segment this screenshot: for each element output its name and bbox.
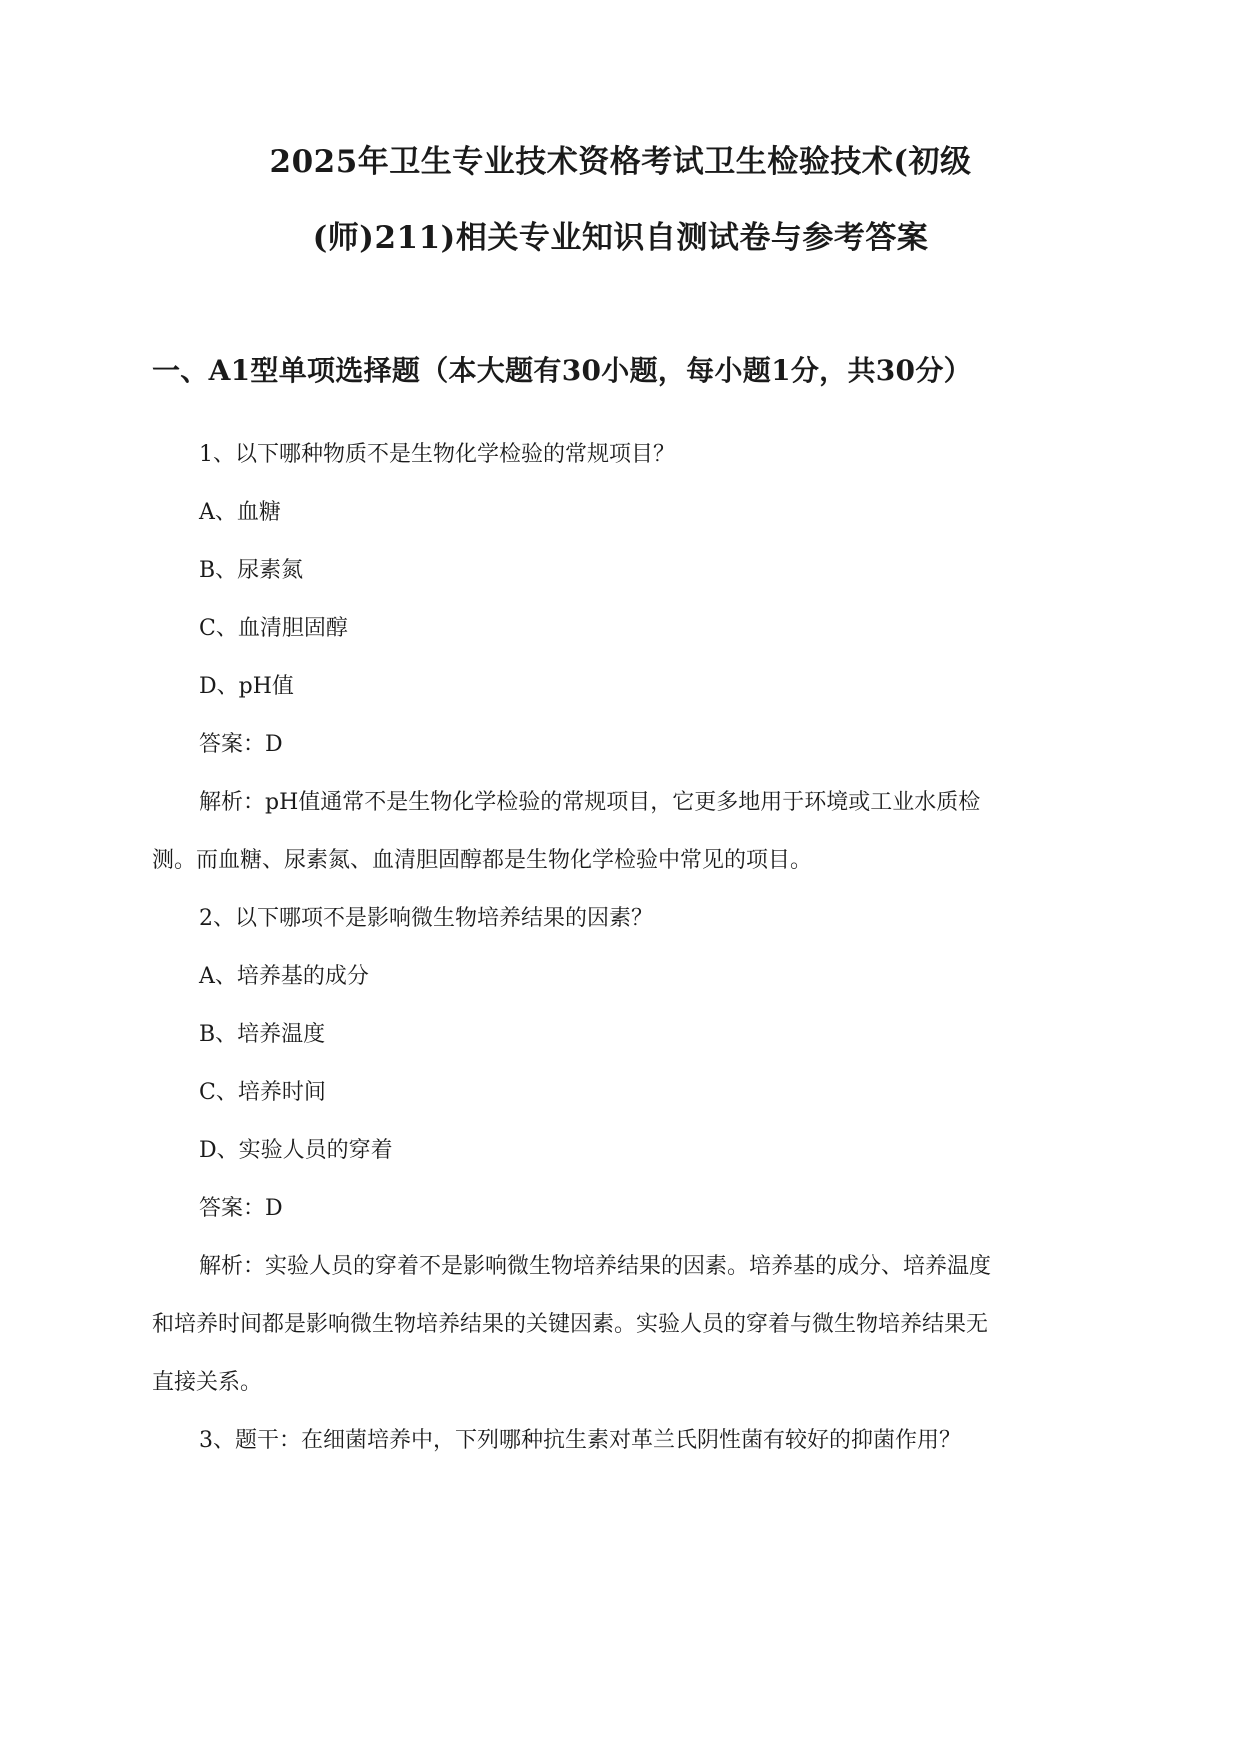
question-2-option-a: A、培养基的成分 <box>199 964 369 989</box>
question-2-answer: 答案：D <box>199 1196 283 1221</box>
question-2-option-d: D、实验人员的穿着 <box>199 1138 393 1163</box>
question-1-stem: 1、以下哪种物质不是生物化学检验的常规项目？ <box>199 442 675 467</box>
document-title-line-1: 2025年卫生专业技术资格考试卫生检验技术(初级 <box>269 144 972 180</box>
question-1-option-a: A、血糖 <box>199 500 281 525</box>
section-heading: 一、A1型单项选择题（本大题有30小题，每小题1分，共30分） <box>152 354 972 387</box>
question-2-option-b: B、培养温度 <box>199 1022 326 1047</box>
document-title-line-2: (师)211)相关专业知识自测试卷与参考答案 <box>312 220 929 256</box>
question-2-stem: 2、以下哪项不是影响微生物培养结果的因素？ <box>199 906 653 931</box>
question-1-option-c: C、血清胆固醇 <box>199 616 348 641</box>
question-1-analysis-line-1: 解析：pH值通常不是生物化学检验的常规项目，它更多地用于环境或工业水质检 <box>199 790 981 815</box>
question-2-analysis-line-3: 直接关系。 <box>152 1370 263 1395</box>
question-2-analysis-line-1: 解析：实验人员的穿着不是影响微生物培养结果的因素。培养基的成分、培养温度 <box>199 1254 992 1279</box>
question-2-analysis-line-2: 和培养时间都是影响微生物培养结果的关键因素。实验人员的穿着与微生物培养结果无 <box>152 1312 989 1337</box>
question-3-stem: 3、题干：在细菌培养中，下列哪种抗生素对革兰氏阴性菌有较好的抑菌作用？ <box>199 1428 961 1453</box>
question-2-option-c: C、培养时间 <box>199 1080 326 1105</box>
question-1-option-b: B、尿素氮 <box>199 558 304 583</box>
question-1-answer: 答案：D <box>199 732 283 757</box>
question-1-analysis-line-2: 测。而血糖、尿素氮、血清胆固醇都是生物化学检验中常见的项目。 <box>152 848 813 873</box>
question-1-option-d: D、pH值 <box>199 674 294 699</box>
